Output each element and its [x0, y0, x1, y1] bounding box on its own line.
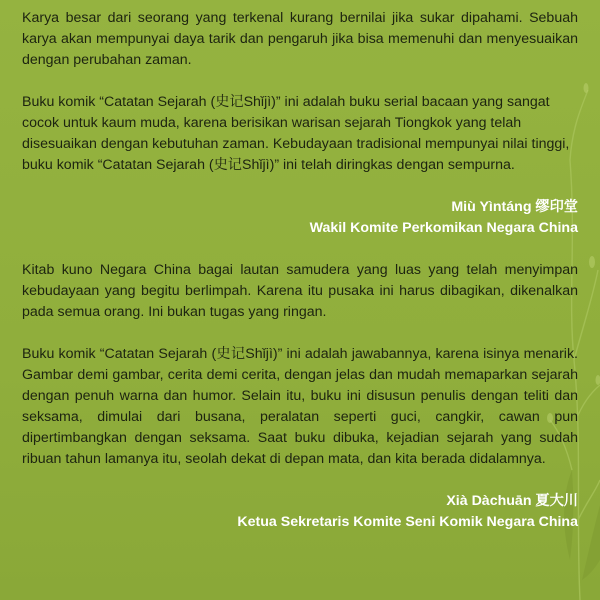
paragraph-1: Karya besar dari seorang yang terkenal kurang bernilai jika sukar dipahami. Sebuah karya akan mempunyai daya tarik dan pengaruh jika bisa memenuhi dan menyesuaikan dengan perubahan zaman.: [22, 10, 578, 68]
paragraph-3: Kitab kuno Negara China bagai lautan samudera yang luas yang telah menyimpan kebudayaan yang begitu berlimpah. Karena itu pusaka ini harus dibagikan, dikenalkan pada semua orang. Ini bukan tugas yang ringan.: [22, 262, 578, 320]
signature-2-name: Xià Dàchuān 夏大川: [446, 493, 578, 509]
paragraph-4: Buku komik “Catatan Sejarah (史记Shǐjì)” ini adalah jawabannya, karena isinya menarik. Gambar demi gambar, cerita demi cerita, dengan jelas dan mudah memaparkan sejarah dengan penuh warna dan humor. Selain itu, buku ini disusun penulis dengan teliti dan seksama, dimulai dari busana, peralatan seperti guci, cangkir, cawan pun dipertimbangkan dengan seksama. Saat buku dibuka, kejadian sejarah yang sudah ribuan tahun lamanya itu, seolah dekat di depan mata, dan kita berada didalamnya.: [22, 346, 578, 467]
paragraph-2: Buku komik “Catatan Sejarah (史记Shǐjì)” ini adalah buku serial bacaan yang sangat cocok untuk kaum muda, karena berisikan warisan sejarah Tiongkok yang telah disesuaikan dengan kebutuhan zaman. Kebudayaan tradisional mempunyai nilai tinggi, buku komik “Catatan Sejarah (史记Shǐjì)” ini telah diringkas dengan sempurna.: [22, 94, 570, 173]
signature-2-title: Ketua Sekretaris Komite Seni Komik Negara China: [237, 514, 578, 530]
signature-2: [22, 491, 578, 533]
signature-1-title: Wakil Komite Perkomikan Negara China: [309, 220, 578, 236]
document-body: [22, 8, 578, 554]
signature-1-name: Miù Yìntáng 缪印堂: [451, 199, 578, 215]
signature-1: [22, 197, 578, 239]
